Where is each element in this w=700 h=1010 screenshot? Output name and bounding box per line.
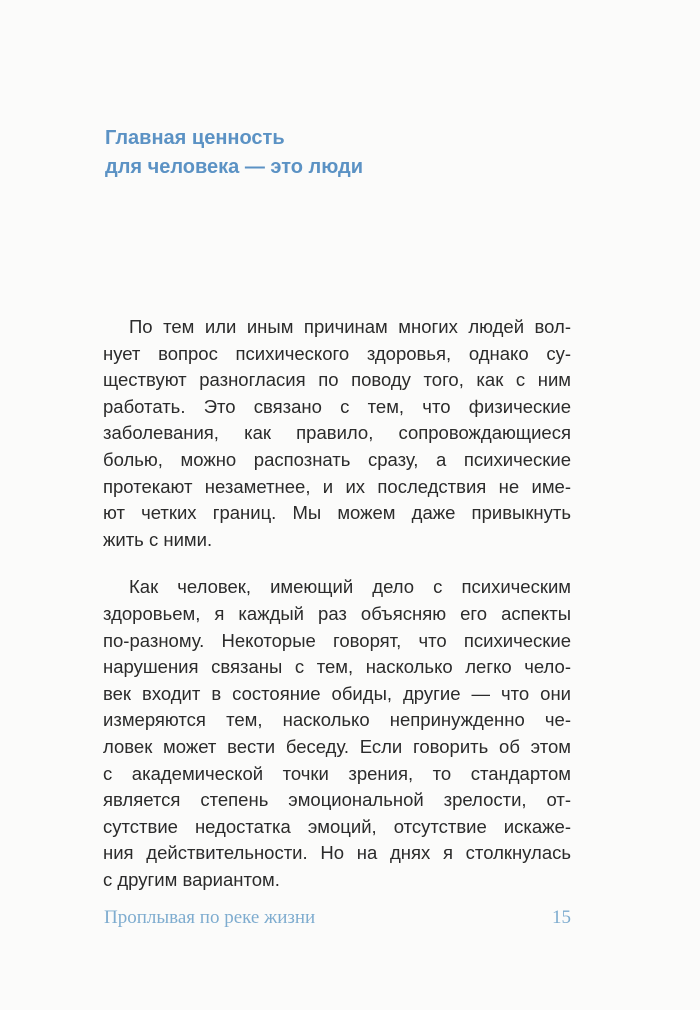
paragraph-line: здоровьем, я каждый раз объясняю его аспекты <box>103 602 571 624</box>
chapter-title <box>105 124 585 182</box>
body-text <box>103 314 571 914</box>
paragraph-line: нует вопрос психического здоровья, однако су- <box>103 342 571 364</box>
paragraph-line: Как человек, имеющий дело с психическим <box>129 576 571 598</box>
paragraph-line: сутствие недостатка эмоций, отсутствие искаже- <box>103 815 571 837</box>
paragraph-line: ществуют разногласия по поводу того, как с ним <box>103 369 571 391</box>
chapter-title-line-1: Главная ценность <box>105 127 285 149</box>
paragraph-line: измеряются тем, насколько непринужденно че- <box>103 709 571 731</box>
paragraph-line: нарушения связаны с тем, насколько легко чело- <box>103 656 571 678</box>
paragraph-line: жить с ними. <box>103 528 213 550</box>
chapter-title-line-2: для человека — это люди <box>105 156 364 178</box>
paragraph-line: заболевания, как правило, сопровождающиеся <box>103 422 571 444</box>
paragraph-line: ния действительности. Но на днях я столкнулась <box>103 842 571 864</box>
page-number: 15 <box>552 907 571 928</box>
paragraph-line: по-разному. Некоторые говорят, что психические <box>103 629 571 651</box>
paragraph-line: с академической точки зрения, то стандартом <box>103 762 571 784</box>
paragraph-line: ловек может вести беседу. Если говорить об этом <box>103 735 571 757</box>
paragraph-line: век входит в состояние обиды, другие — что они <box>103 682 571 704</box>
paragraph-1 <box>103 314 571 553</box>
paragraph-line: По тем или иным причинам многих людей вол- <box>129 316 571 337</box>
paragraph-line: болью, можно распознать сразу, а психические <box>103 448 571 470</box>
page-footer <box>104 904 571 934</box>
paragraph-2 <box>103 574 571 893</box>
paragraph-line: работать. Это связано с тем, что физические <box>103 395 571 417</box>
paragraph-line: является степень эмоциональной зрелости, от- <box>103 789 571 811</box>
paragraph-line: ют четких границ. Мы можем даже привыкнуть <box>103 502 571 524</box>
running-title: Проплывая по реке жизни <box>104 907 316 928</box>
paragraph-line: с другим вариантом. <box>103 868 280 890</box>
paragraph-line: протекают незаметнее, и их последствия не име- <box>103 475 571 497</box>
